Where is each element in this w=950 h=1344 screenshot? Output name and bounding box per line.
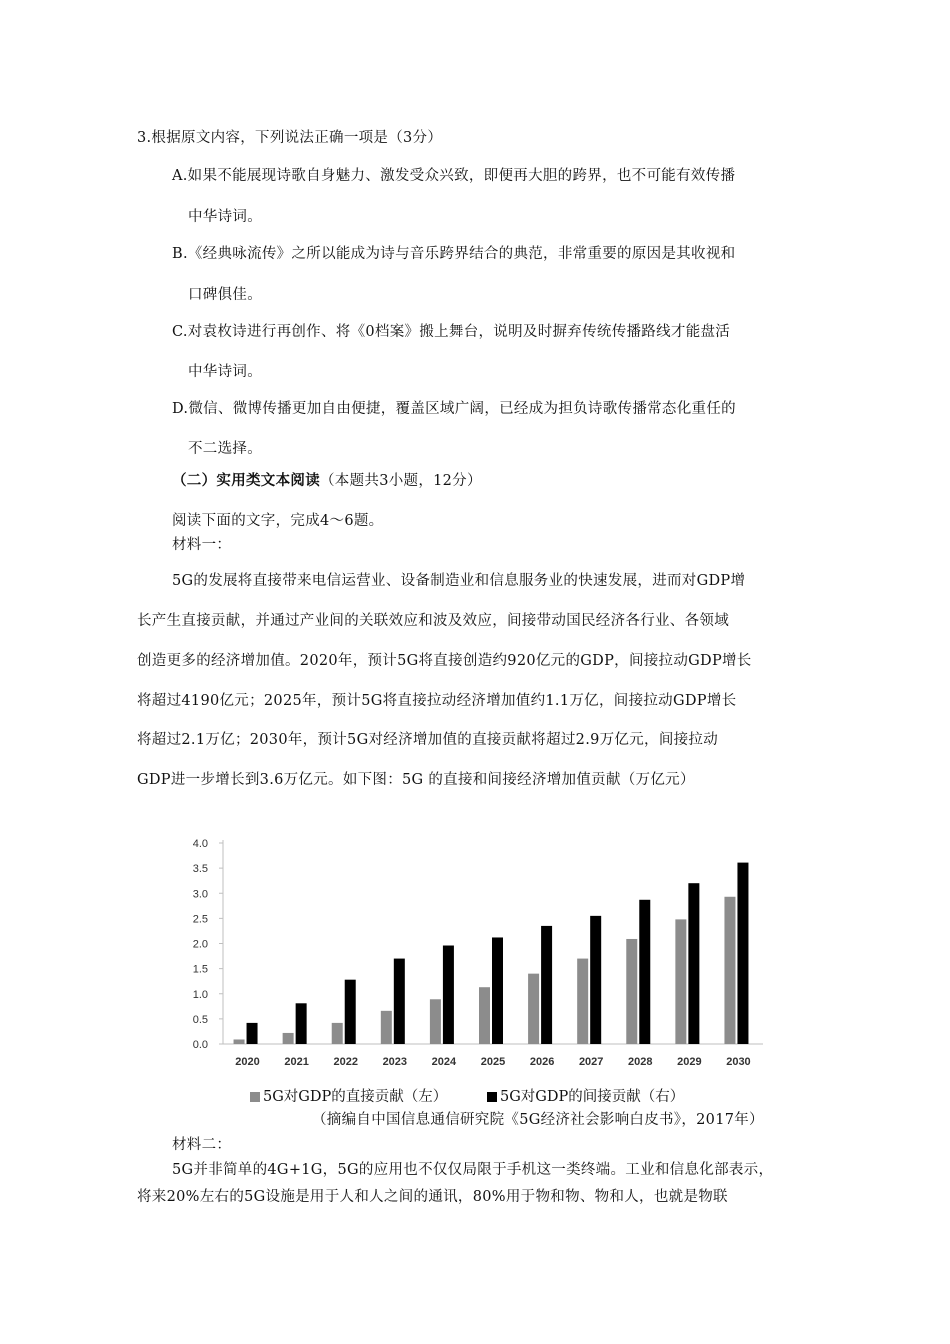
bar-direct	[283, 1033, 294, 1044]
bar-direct	[234, 1039, 245, 1044]
material2-label: 材料二：	[172, 1137, 232, 1153]
option-b-line2: 口碑俱佳。	[188, 287, 262, 303]
bar-direct	[528, 974, 539, 1044]
para2-line1: 5G并非简单的4G+1G，5G的应用也不仅仅局限于手机这一类终端。工业和信息化部表示，	[172, 1162, 774, 1178]
bar-indirect	[492, 937, 503, 1044]
source-citation: （摘编自中国信息通信研究院《5G经济社会影响白皮书》，2017年）	[312, 1112, 764, 1128]
x-tick-label: 2030	[726, 1056, 751, 1068]
option-c-line2: 中华诗词。	[188, 364, 262, 380]
bar-indirect	[296, 1003, 307, 1044]
option-d-line1: D.微信、微博传播更加自由便捷，覆盖区域广阔，已经成为担负诗歌传播常态化重任的	[172, 401, 736, 417]
instruction: 阅读下面的文字，完成4～6题。	[172, 513, 384, 529]
option-d-line2: 不二选择。	[188, 441, 262, 457]
x-tick-label: 2028	[628, 1056, 653, 1068]
bar-direct	[577, 959, 588, 1044]
y-tick-label: 1.0	[192, 988, 208, 1001]
para1-line6: GDP进一步增长到3.6万亿元。如下图：5G 的直接和间接经济增加值贡献（万亿元）	[137, 772, 695, 788]
section-heading-bold: （二）实用类文本阅读	[172, 472, 320, 489]
x-tick-label: 2024	[431, 1056, 457, 1068]
x-tick-label: 2020	[235, 1056, 260, 1068]
bar-direct	[381, 1011, 392, 1044]
y-tick-label: 0.0	[192, 1039, 208, 1051]
y-tick-label: 1.5	[192, 963, 208, 976]
bar-direct	[675, 919, 686, 1044]
bar-direct	[479, 987, 490, 1044]
bar-indirect	[688, 883, 699, 1044]
bar-indirect	[345, 980, 356, 1044]
bar-indirect	[590, 916, 601, 1044]
bar-indirect	[541, 926, 552, 1044]
bar-direct	[430, 999, 441, 1044]
legend-swatch-direct	[250, 1092, 260, 1102]
section-heading-rest: （本题共3小题，12分）	[320, 473, 482, 489]
para1-line4: 将超过4190亿元；2025年，预计5G将直接拉动经济增加值约1.1万亿，间接拉动GDP增长	[137, 693, 737, 709]
y-tick-label: 2.5	[192, 913, 208, 926]
material1-label: 材料一：	[172, 537, 232, 553]
x-tick-label: 2023	[382, 1056, 408, 1068]
bar-indirect	[639, 900, 650, 1044]
x-tick-label: 2025	[480, 1056, 506, 1068]
bar-indirect	[443, 946, 454, 1044]
option-b-line1: B.《经典咏流传》之所以能成为诗与音乐跨界结合的典范，非常重要的原因是其收视和	[172, 246, 736, 262]
bar-indirect	[247, 1023, 258, 1044]
legend-label-indirect: 5G对GDP的间接贡献（右）	[500, 1089, 685, 1105]
y-tick-label: 0.5	[192, 1013, 208, 1026]
bar-indirect	[737, 863, 748, 1044]
option-a-line2: 中华诗词。	[188, 209, 262, 225]
legend-swatch-indirect	[487, 1092, 497, 1102]
question-stem: 3.根据原文内容，下列说法正确一项是（3分）	[137, 130, 443, 146]
x-tick-label: 2021	[284, 1056, 309, 1068]
para1-line3: 创造更多的经济增加值。2020年，预计5G将直接创造约920亿元的GDP，间接拉动GDP增长	[137, 653, 752, 669]
bar-direct	[724, 897, 735, 1044]
y-tick-label: 4.0	[192, 838, 208, 850]
x-tick-label: 2022	[333, 1056, 358, 1068]
bar-indirect	[394, 959, 405, 1044]
legend-direct	[250, 1085, 447, 1106]
y-tick-label: 3.5	[192, 863, 208, 876]
y-tick-label: 3.0	[192, 888, 208, 901]
para1-line5: 将超过2.1万亿；2030年，预计5G对经济增加值的直接贡献将超过2.9万亿元，间接拉动	[137, 732, 719, 748]
x-tick-label: 2027	[578, 1056, 604, 1068]
bar-chart	[180, 830, 770, 1080]
bar-direct	[626, 939, 637, 1044]
para2-line2: 将来20%左右的5G设施是用于人和人之间的通讯，80%用于物和物、物和人，也就是物联	[137, 1189, 728, 1205]
option-c-line1: C.对袁枚诗进行再创作、将《0档案》搬上舞台，说明及时摒弃传统传播路线才能盘活	[172, 324, 731, 340]
x-tick-label: 2029	[677, 1056, 702, 1068]
bar-direct	[332, 1023, 343, 1044]
x-tick-label: 2026	[529, 1056, 555, 1068]
y-tick-label: 2.0	[192, 938, 208, 951]
para1-line2: 长产生直接贡献，并通过产业间的关联效应和波及效应，间接带动国民经济各行业、各领域	[137, 613, 729, 629]
option-a-line1: A.如果不能展现诗歌自身魅力、激发受众兴致，即便再大胆的跨界，也不可能有效传播	[172, 168, 736, 184]
legend-label-direct: 5G对GDP的直接贡献（左）	[263, 1089, 448, 1105]
para1-line1: 5G的发展将直接带来电信运营业、设备制造业和信息服务业的快速发展，进而对GDP增	[172, 573, 746, 589]
legend-indirect	[487, 1085, 684, 1106]
section-heading	[172, 469, 482, 490]
